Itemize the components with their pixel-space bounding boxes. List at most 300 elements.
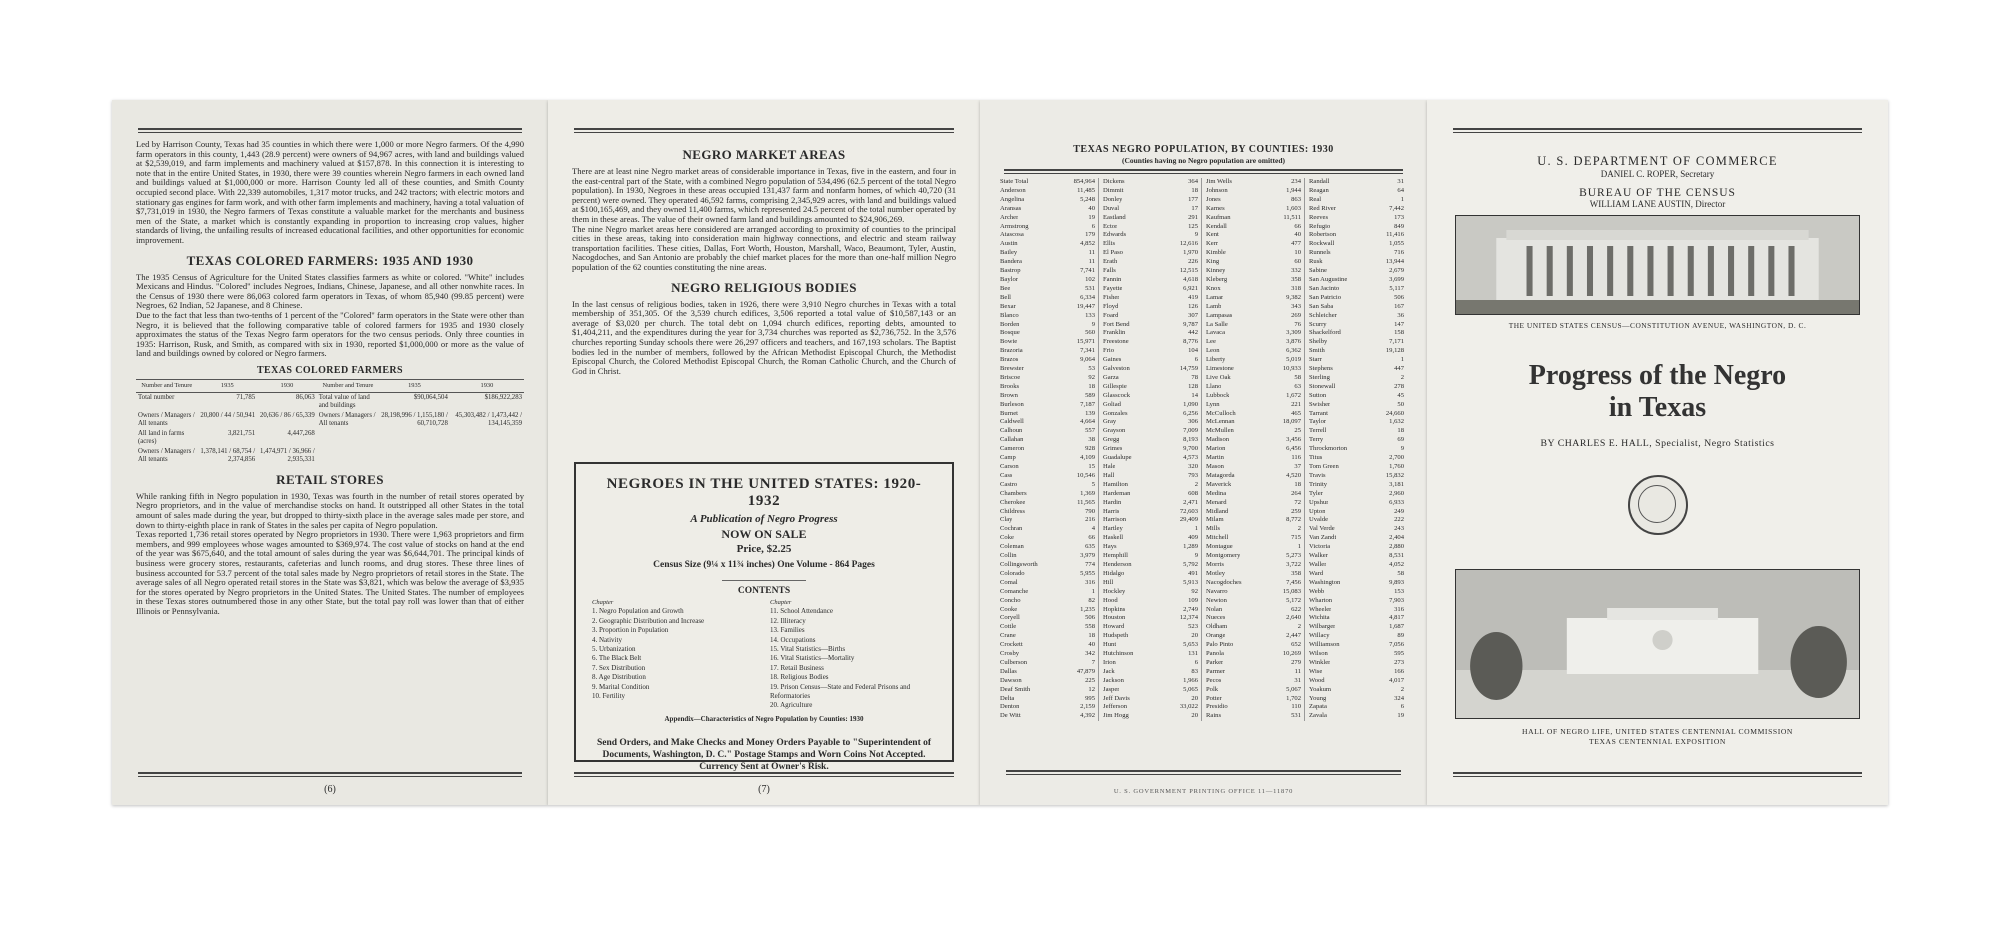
county-row — [1103, 294, 1198, 303]
county-row — [1206, 490, 1301, 499]
county-row — [1103, 623, 1198, 632]
bottom-rule — [138, 772, 522, 777]
county-population: 4,573 — [1183, 454, 1198, 462]
table-cell: 86,063 — [296, 393, 315, 401]
ad-title: NEGROES IN THE UNITED STATES: 1920-1932 — [606, 476, 922, 509]
county-population: 264 — [1291, 489, 1301, 497]
county-row — [1206, 392, 1301, 401]
county-name: Deaf Smith — [1000, 685, 1031, 693]
county-row — [1103, 303, 1198, 312]
county-population: 76 — [1294, 320, 1301, 328]
table-cell: 45,303,482 / 1,473,442 / 134,145,359 — [455, 411, 522, 427]
county-name: Montgomery — [1206, 552, 1241, 560]
county-name: Jim Wells — [1206, 178, 1232, 185]
county-population: 2,749 — [1183, 605, 1198, 613]
county-row — [1206, 303, 1301, 312]
county-population: 316 — [1085, 578, 1095, 586]
county-row — [1309, 196, 1404, 205]
county-row — [1000, 499, 1095, 508]
county-name: Fort Bend — [1103, 320, 1130, 328]
county-row — [1000, 418, 1095, 427]
county-row — [1309, 365, 1404, 374]
farmers-paragraph-1: The 1935 Census of Agriculture for the United States classifies farmers as white or colored. "White" includes Mexicans and Hindus. "Colored" includes Negroes, Indians, Chinese, Japanese, and all other nonwhite races. In the Census of 1930 there were 86,063 colored farm operators in Texas, of whom 85,940 (99.85 percent) were Negroes, 62 Indian, 52 Japanese, and 8 Chinese. — [136, 271, 524, 311]
county-row — [1103, 641, 1198, 650]
table-cell: 1,474,971 / 36,966 / 2,935,331 — [259, 447, 315, 463]
county-name: Zavala — [1309, 712, 1327, 720]
county-name: Val Verde — [1309, 525, 1335, 533]
county-row — [1103, 579, 1198, 588]
county-row — [1309, 418, 1404, 427]
county-row — [1103, 338, 1198, 347]
contents-heading: CONTENTS — [722, 580, 806, 596]
county-row — [1309, 356, 1404, 365]
county-name: Motley — [1206, 569, 1226, 577]
county-name: Hamilton — [1103, 480, 1128, 488]
table-cell: 3,821,751 — [227, 429, 256, 437]
county-row — [1206, 427, 1301, 436]
county-population: 409 — [1188, 534, 1198, 542]
county-row — [1206, 329, 1301, 338]
county-population: 849 — [1394, 222, 1404, 230]
county-name: Sterling — [1309, 373, 1330, 381]
county-row — [1206, 321, 1301, 330]
county-population: 11,511 — [1283, 213, 1301, 221]
county-name: Hays — [1103, 543, 1117, 551]
bottom-rule — [574, 772, 954, 777]
county-row — [1000, 614, 1095, 623]
bottom-rule — [1453, 772, 1862, 777]
table-cell: $186,922,283 — [484, 393, 522, 401]
county-population: 7,056 — [1389, 641, 1404, 649]
county-population: 774 — [1085, 560, 1095, 568]
county-population: 2 — [1400, 685, 1404, 693]
table-cell: Total number — [138, 393, 175, 401]
county-name: Gillespie — [1103, 382, 1127, 390]
county-name: Lubbock — [1206, 391, 1230, 399]
bottom-rule — [1006, 770, 1401, 775]
county-name: Dimmit — [1103, 186, 1124, 194]
county-row — [1000, 695, 1095, 704]
census-building-caption: THE UNITED STATES CENSUS—CONSTITUTION AVENUE, WASHINGTON, D. C. — [1508, 321, 1807, 330]
county-name: Travis — [1309, 471, 1326, 479]
county-name: Haskell — [1103, 534, 1124, 542]
county-population: 50 — [1397, 400, 1404, 408]
county-population: 133 — [1085, 311, 1095, 319]
county-population: 40 — [1088, 204, 1095, 212]
county-name: Reeves — [1309, 213, 1329, 221]
county-row — [1309, 490, 1404, 499]
county-population: 31 — [1397, 178, 1404, 185]
county-row — [1309, 650, 1404, 659]
county-name: Hale — [1103, 463, 1116, 470]
chapter-label: Chapter — [770, 599, 792, 606]
county-row — [1309, 249, 1404, 258]
county-row — [1309, 223, 1404, 232]
county-population: 9,382 — [1286, 293, 1301, 301]
county-population: 306 — [1188, 418, 1198, 426]
county-name: Anderson — [1000, 186, 1026, 194]
county-name: Randall — [1309, 178, 1330, 185]
county-row — [1103, 525, 1198, 534]
county-row — [1000, 329, 1095, 338]
county-name: Brewster — [1000, 365, 1024, 373]
county-population: 3,181 — [1389, 480, 1404, 488]
county-name: Hill — [1103, 578, 1114, 586]
county-population: 7,009 — [1183, 427, 1198, 435]
county-name: Kaufman — [1206, 213, 1231, 221]
county-row — [1206, 401, 1301, 410]
county-name: Delta — [1000, 694, 1015, 702]
county-row — [1103, 481, 1198, 490]
county-name: Stonewall — [1309, 382, 1336, 390]
county-row — [1206, 712, 1301, 721]
county-name: Childress — [1000, 507, 1025, 515]
county-population: 5,913 — [1183, 578, 1198, 586]
county-name: Ellis — [1103, 240, 1116, 248]
county-population: 153 — [1394, 587, 1404, 595]
county-population: 320 — [1188, 463, 1198, 470]
county-population: 13,944 — [1385, 258, 1404, 266]
intro-paragraph: Led by Harrison County, Texas had 35 counties in which there were 1,000 or more Negro farmers. Of the 4,990 farm operators in this county, 1,443 (28.9 percent) were owners of 94,967 acres, with land and buildings valued at $2,539,019, and farm implements and machinery valued at $157,878. In this connection it is interesting to note that in the entire United States, in 1930, there were 39 counties wherein Negro farmers in each owned land and buildings valued at $1,000,000 or more. Harrison County led all of these counties, and Smith County occupied second place. With 22,339 automobiles, 1,317 motor trucks, and 242 tractors; with electric motors and stationary gas engines for farm work, and with other farm implements and machinery, having a total valuation of $7,731,019 in 1930, the Negro farmers of Texas constitute a valuable market for the merchants and business men of the State, a market which is constantly expanding in proportion to increasing crop values, higher standards of living, the unfailing results of increased educational facilities, and other opportunities for economic improvement. — [136, 139, 524, 245]
table-cell — [379, 447, 450, 465]
county-name: King — [1206, 258, 1220, 266]
county-population: 4,109 — [1080, 454, 1095, 462]
county-name: Brooks — [1000, 382, 1020, 390]
county-name: Cooke — [1000, 605, 1018, 613]
county-population: 5,065 — [1183, 685, 1198, 693]
county-population: 6 — [1194, 658, 1198, 666]
title-line-2: in Texas — [1608, 392, 1707, 423]
county-name: Castro — [1000, 480, 1018, 488]
county-population: 221 — [1291, 400, 1301, 408]
county-row — [1000, 374, 1095, 383]
county-row — [1309, 285, 1404, 294]
county-population: 316 — [1394, 605, 1404, 613]
county-population: 1,672 — [1286, 391, 1301, 399]
county-population: 6,456 — [1286, 445, 1301, 453]
county-name: Hood — [1103, 596, 1118, 604]
county-population: 790 — [1085, 507, 1095, 515]
county-row — [1309, 712, 1404, 721]
county-row — [1103, 686, 1198, 695]
county-population: 491 — [1188, 569, 1198, 577]
county-population: 278 — [1394, 382, 1404, 390]
county-row — [1103, 516, 1198, 525]
county-name: Bandera — [1000, 258, 1022, 266]
county-row — [1309, 294, 1404, 303]
county-row — [1206, 418, 1301, 427]
county-name: Bosque — [1000, 329, 1020, 337]
top-rule — [138, 128, 522, 133]
county-name: Hidalgo — [1103, 569, 1125, 577]
county-name: Collingsworth — [1000, 560, 1038, 568]
county-name: Fisher — [1103, 293, 1120, 301]
county-row — [1309, 463, 1404, 472]
county-name: Gaines — [1103, 356, 1122, 364]
county-population: 69 — [1397, 436, 1404, 444]
county-population: 291 — [1188, 213, 1198, 221]
county-row — [1000, 508, 1095, 517]
county-row — [1000, 365, 1095, 374]
county-name: Jim Hogg — [1103, 712, 1129, 720]
county-name: Brazos — [1000, 356, 1019, 364]
county-name: Tyler — [1309, 489, 1323, 497]
toc-entry: 19. Prison Census—State and Federal Prisons and Reformatories — [770, 682, 911, 701]
county-row — [1000, 454, 1095, 463]
county-row — [1309, 606, 1404, 615]
county-population: 20 — [1191, 712, 1198, 720]
county-name: McLennan — [1206, 418, 1235, 426]
county-name: Guadalupe — [1103, 454, 1132, 462]
county-population: 7,187 — [1080, 400, 1095, 408]
market-paragraph-1: There are at least nine Negro market areas of considerable importance in Texas, five in the eastern, and four in the east-central part of the State, with a combined Negro population of 534,496 (62.5 percent of the total Negro population). In 1930, Negroes in these areas occupied 131,437 farm and nonfarm homes, of which 40,720 (31 percent) were owned. They operated 46,592 farms, comprising 2,345,929 acres, with land and buildings valued at $100,165,469, and they owned 11,400 farms, which represented 24.5 percent of the total number operated by them in these areas. The value of their owned farm land and buildings amounted to $24,906,269. — [572, 166, 956, 224]
county-population: 9,700 — [1183, 445, 1198, 453]
toc-entry: 5. Urbanization — [592, 645, 636, 654]
county-row — [1309, 329, 1404, 338]
county-population: 10,269 — [1282, 650, 1301, 658]
county-row — [1103, 632, 1198, 641]
county-row — [1000, 561, 1095, 570]
county-population: 8,193 — [1183, 436, 1198, 444]
table-header-cell: Number and Tenure — [317, 379, 379, 392]
county-name: Scurry — [1309, 320, 1327, 328]
county-name: Upton — [1309, 507, 1326, 515]
county-row — [1206, 285, 1301, 294]
county-population: 139 — [1085, 409, 1095, 417]
county-row — [1309, 383, 1404, 392]
county-population: 11 — [1088, 258, 1095, 266]
county-population: 19,447 — [1076, 302, 1095, 310]
county-population: 318 — [1291, 284, 1301, 292]
county-name: Camp — [1000, 454, 1016, 462]
county-row — [1206, 249, 1301, 258]
county-population: 92 — [1088, 373, 1095, 381]
county-population: 622 — [1291, 605, 1301, 613]
county-population: 7,741 — [1080, 267, 1095, 275]
county-name: Hudspeth — [1103, 632, 1129, 640]
county-row — [1206, 481, 1301, 490]
county-row — [1309, 347, 1404, 356]
county-name: Galveston — [1103, 365, 1130, 373]
ad-on-sale: NOW ON SALE — [721, 527, 807, 541]
county-name: Leon — [1206, 347, 1220, 355]
county-column — [1309, 178, 1407, 721]
toc-entry: 17. Retail Business — [770, 663, 824, 672]
county-population: 15,971 — [1076, 338, 1095, 346]
county-row — [1103, 365, 1198, 374]
county-population: 2,471 — [1183, 498, 1198, 506]
table-cell: Owners / Managers / All tenants — [138, 447, 195, 463]
county-population: 465 — [1291, 409, 1301, 417]
county-population: 18 — [1088, 382, 1095, 390]
county-table-content — [1000, 144, 1407, 721]
county-name: Limestone — [1206, 365, 1234, 373]
county-population: 2,159 — [1080, 703, 1095, 711]
county-row — [1309, 561, 1404, 570]
county-name: Culberson — [1000, 658, 1028, 666]
county-name: Brazoria — [1000, 347, 1023, 355]
county-population: 116 — [1291, 454, 1301, 462]
county-name: Terry — [1309, 436, 1324, 444]
county-row — [1103, 499, 1198, 508]
county-row — [1000, 668, 1095, 677]
county-row — [1000, 579, 1095, 588]
county-name: Gregg — [1103, 436, 1120, 444]
county-row — [1309, 543, 1404, 552]
county-name: Bastrop — [1000, 267, 1021, 275]
county-name: Freestone — [1103, 338, 1129, 346]
county-row — [1206, 205, 1301, 214]
county-row — [1206, 223, 1301, 232]
county-population: 652 — [1291, 641, 1301, 649]
county-row — [1103, 614, 1198, 623]
county-row — [1206, 650, 1301, 659]
county-population: 7 — [1091, 658, 1095, 666]
county-row — [1000, 623, 1095, 632]
county-name: San Jacinto — [1309, 284, 1340, 292]
county-row — [1206, 214, 1301, 223]
county-population: 7,456 — [1286, 578, 1301, 586]
county-name: Lavaca — [1206, 329, 1226, 337]
secretary-name: DANIEL C. ROPER, Secretary — [1600, 169, 1715, 179]
county-row — [1206, 410, 1301, 419]
county-population: 595 — [1394, 650, 1404, 658]
county-row — [1206, 641, 1301, 650]
toc-left-column — [592, 598, 758, 711]
county-row — [1309, 686, 1404, 695]
county-name: Bell — [1000, 293, 1011, 301]
county-row — [1103, 267, 1198, 276]
table-cell: 1,378,141 / 68,754 / 2,374,856 — [200, 447, 256, 463]
county-name: Brown — [1000, 391, 1018, 399]
county-population: 447 — [1394, 365, 1404, 373]
county-name: Dawson — [1000, 676, 1022, 684]
toc-entry: 3. Proportion in Population — [592, 626, 669, 635]
county-name: Coleman — [1000, 543, 1024, 551]
county-row — [1309, 267, 1404, 276]
county-name: Menard — [1206, 498, 1227, 506]
county-name: Tom Green — [1309, 463, 1339, 470]
county-population: 1 — [1400, 356, 1404, 364]
page-number: (7) — [758, 784, 770, 795]
county-population: 2 — [1194, 480, 1198, 488]
county-row — [1309, 703, 1404, 712]
county-row — [1000, 472, 1095, 481]
county-name: Kimble — [1206, 249, 1226, 257]
county-row — [1103, 276, 1198, 285]
county-row — [1309, 312, 1404, 321]
county-name: Lamb — [1206, 302, 1222, 310]
county-name: Rains — [1206, 712, 1222, 720]
county-row — [1309, 338, 1404, 347]
county-row — [1103, 249, 1198, 258]
county-population: 6,256 — [1183, 409, 1198, 417]
toc-right-column — [770, 598, 936, 711]
county-name: Edwards — [1103, 231, 1127, 239]
county-name: Mills — [1206, 525, 1220, 533]
county-row — [1103, 703, 1198, 712]
county-name: Coke — [1000, 534, 1014, 542]
county-name: Liberty — [1206, 356, 1226, 364]
county-population: 793 — [1188, 471, 1198, 479]
county-row — [1309, 632, 1404, 641]
county-population: 1,289 — [1183, 543, 1198, 551]
county-name: Wharton — [1309, 596, 1333, 604]
county-row — [1206, 383, 1301, 392]
county-population: 131 — [1188, 650, 1198, 658]
county-row — [1000, 249, 1095, 258]
county-population: 158 — [1394, 329, 1404, 337]
county-name: Denton — [1000, 703, 1020, 711]
county-name: Smith — [1309, 347, 1325, 355]
county-population: 10 — [1294, 249, 1301, 257]
county-name: Trinity — [1309, 480, 1328, 488]
county-row — [1309, 597, 1404, 606]
county-population: 523 — [1188, 623, 1198, 631]
county-row — [1206, 499, 1301, 508]
county-population: 364 — [1188, 178, 1198, 185]
county-name: Jasper — [1103, 685, 1120, 693]
county-population: 928 — [1085, 445, 1095, 453]
county-name: Wood — [1309, 676, 1325, 684]
county-population: 2 — [1400, 373, 1404, 381]
county-row — [1309, 436, 1404, 445]
county-population: 12,374 — [1179, 614, 1198, 622]
county-population: 5,019 — [1286, 356, 1301, 364]
county-row — [1103, 214, 1198, 223]
hall-of-negro-life-illustration — [1455, 569, 1860, 719]
ad-price: Price, $2.25 — [736, 543, 792, 555]
county-name: Lee — [1206, 338, 1216, 346]
county-row — [1103, 347, 1198, 356]
county-name: Grimes — [1103, 445, 1123, 453]
county-population: 4,664 — [1080, 418, 1095, 426]
county-name: Navarro — [1206, 587, 1228, 595]
county-name: Kendall — [1206, 222, 1227, 230]
county-row — [1000, 401, 1095, 410]
county-row — [1103, 606, 1198, 615]
county-population: 2,700 — [1389, 454, 1404, 462]
county-population: 72,603 — [1179, 507, 1198, 515]
county-row — [1103, 472, 1198, 481]
county-row — [1206, 606, 1301, 615]
county-name: Cherokee — [1000, 498, 1026, 506]
county-population: 1 — [1194, 525, 1198, 533]
county-population: 9 — [1091, 320, 1095, 328]
table-cell — [317, 429, 379, 447]
county-row — [1309, 508, 1404, 517]
county-row — [1206, 703, 1301, 712]
pamphlet-sheet — [112, 100, 1888, 805]
county-name: Franklin — [1103, 329, 1126, 337]
county-population: 226 — [1188, 258, 1198, 266]
county-name: Red River — [1309, 204, 1336, 212]
county-name: Floyd — [1103, 302, 1119, 310]
county-name: Swisher — [1309, 400, 1331, 408]
county-population: 4,852 — [1080, 240, 1095, 248]
county-population: 1,632 — [1389, 418, 1404, 426]
chapter-label: Chapter — [592, 599, 614, 606]
toc-entry: 14. Occupations — [770, 635, 816, 644]
county-population: 2 — [1297, 525, 1301, 533]
county-row — [1000, 240, 1095, 249]
county-name: Morris — [1206, 560, 1224, 568]
toc-entry: 2. Geographic Distribution and Increase — [592, 616, 705, 625]
county-population: 11,565 — [1077, 498, 1095, 506]
county-population: 4 — [1091, 525, 1095, 533]
county-name: Lampasas — [1206, 311, 1233, 319]
table-cell: 4,447,268 — [287, 429, 315, 437]
